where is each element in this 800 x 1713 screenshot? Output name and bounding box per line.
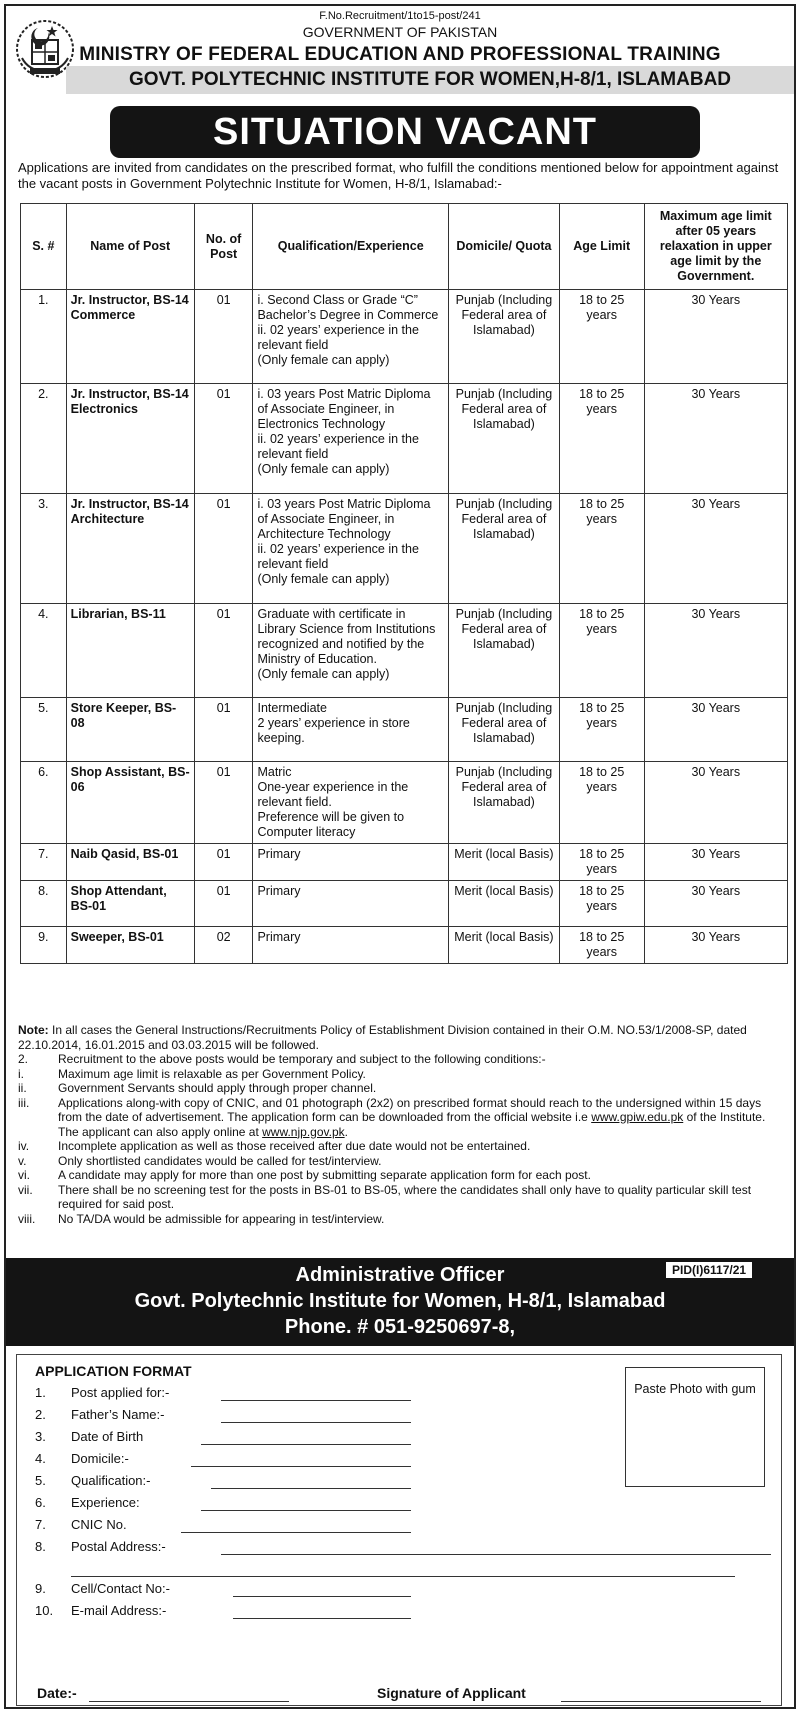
advertisement-page xyxy=(4,4,796,1709)
form-field[interactable] xyxy=(35,1603,775,1621)
date-line xyxy=(89,1701,289,1702)
cell-post-name: Sweeper, BS-01 xyxy=(66,927,194,964)
condition-item xyxy=(18,1154,788,1169)
condition-text: Only shortlisted candidates would be called for test/interview. xyxy=(58,1153,382,1168)
cell-max-age: 30 Years xyxy=(644,881,787,927)
cell-no-of-post: 01 xyxy=(194,881,253,927)
cell-age-limit: 18 to 25 years xyxy=(559,698,644,762)
form-title: APPLICATION FORMAT xyxy=(35,1363,192,1379)
cell-domicile: Merit (local Basis) xyxy=(449,844,560,881)
table-row xyxy=(21,604,788,698)
date-field[interactable] xyxy=(37,1685,77,1701)
field-input-line xyxy=(233,1596,411,1597)
cell-domicile: Punjab (Including Federal area of Islamabad) xyxy=(449,290,560,384)
field-number: 5. xyxy=(35,1473,46,1488)
cell-no-of-post: 01 xyxy=(194,844,253,881)
condition-number: vi. xyxy=(18,1168,30,1182)
column-header-sn: S. # xyxy=(21,204,67,290)
field-input-line xyxy=(233,1618,411,1619)
form-field[interactable] xyxy=(35,1451,775,1469)
vacancy-table-body xyxy=(21,290,788,964)
cell-age-limit: 18 to 25 years xyxy=(559,927,644,964)
condition-text: No TA/DA would be admissible for appearing in test/interview. xyxy=(58,1211,385,1226)
cell-domicile: Punjab (Including Federal area of Islamabad) xyxy=(449,384,560,494)
cell-domicile: Merit (local Basis) xyxy=(449,881,560,927)
cell-qualification: i. 03 years Post Matric Diploma of Associate Engineer, in Architecture Technology ii. 02 years’ experience in the relevant field (Only female can apply) xyxy=(253,494,449,604)
cell-post-name: Jr. Instructor, BS-14 Architecture xyxy=(66,494,194,604)
field-input-line xyxy=(201,1510,411,1511)
table-row xyxy=(21,290,788,384)
intro-paragraph: Applications are invited from candidates on the prescribed format, who fulfill the conditions mentioned below for appointment against the vacant posts in Government Polytechnic Institute for Women, H-8/1, Islamabad:- xyxy=(18,160,779,191)
column-header-domicile: Domicile/ Quota xyxy=(449,204,560,290)
cell-serial: 2. xyxy=(21,384,67,494)
field-input-line xyxy=(191,1466,411,1467)
condition-text: Government Servants should apply through proper channel. xyxy=(58,1081,377,1095)
note-text: In all cases the General Instructions/Recruitments Policy of Establishment Division contained in their O.M. NO.53/1/2008-SP, dated 22.10.2014, 16.01.2015 and 03.03.2015 will be followed. xyxy=(18,1023,747,1052)
table-row xyxy=(21,844,788,881)
cell-age-limit: 18 to 25 years xyxy=(559,494,644,604)
officer-phone: Phone. # 051-9250697-8, xyxy=(284,1316,516,1338)
pid-number: PID(I)6117/21 xyxy=(666,1262,752,1278)
condition-number: i. xyxy=(18,1066,24,1081)
cell-no-of-post: 01 xyxy=(194,290,253,384)
condition-number: iv. xyxy=(18,1139,30,1153)
condition-text: There shall be no screening test for the posts in BS-01 to BS-05, where the candidates shall only have to quality particular skill test required for said post. xyxy=(58,1182,752,1211)
table-row xyxy=(21,881,788,927)
condition-text-part: . xyxy=(344,1124,348,1139)
field-label: Cell/Contact No:- xyxy=(71,1581,170,1596)
field-number: 2. xyxy=(35,1407,46,1422)
field-label: Date of Birth xyxy=(71,1429,144,1444)
field-input-line xyxy=(201,1444,411,1445)
header xyxy=(6,6,794,90)
field-number: 1. xyxy=(35,1385,46,1400)
cell-post-name: Naib Qasid, BS-01 xyxy=(66,844,194,881)
field-label: Qualification:- xyxy=(71,1473,151,1488)
field-input-line xyxy=(211,1488,411,1489)
application-format-form xyxy=(16,1354,782,1706)
field-label: Post applied for:- xyxy=(71,1385,170,1400)
table-header-row xyxy=(21,204,788,290)
field-number: 3. xyxy=(35,1429,46,1444)
cell-serial: 3. xyxy=(21,494,67,604)
condition-text xyxy=(58,1096,788,1140)
signature-field[interactable] xyxy=(377,1685,526,1701)
form-field[interactable] xyxy=(35,1407,775,1425)
condition-item xyxy=(18,1067,788,1082)
cell-max-age: 30 Years xyxy=(644,384,787,494)
cell-max-age: 30 Years xyxy=(644,494,787,604)
condition-number: v. xyxy=(18,1153,27,1168)
page-title: SITUATION VACANT xyxy=(110,106,700,158)
cell-qualification: Graduate with certificate in Library Science from Institutions recognized and notified by the Ministry of Education. (Only female can apply) xyxy=(253,604,449,698)
signature-line xyxy=(561,1701,761,1702)
cell-age-limit: 18 to 25 years xyxy=(559,290,644,384)
condition-item xyxy=(18,1212,788,1227)
date-label: Date:- xyxy=(37,1685,77,1701)
website-link[interactable]: www.gpiw.edu.pk xyxy=(591,1110,684,1124)
cell-post-name: Jr. Instructor, BS-14 Electronics xyxy=(66,384,194,494)
cell-qualification: Intermediate 2 years’ experience in store keeping. xyxy=(253,698,449,762)
condition-text: Incomplete application as well as those received after due date would not be entertained. xyxy=(58,1139,531,1153)
cell-qualification: i. Second Class or Grade “C” Bachelor’s Degree in Commerce ii. 02 years’ experience in the relevant field (Only female can apply) xyxy=(253,290,449,384)
field-number: 7. xyxy=(35,1517,46,1532)
field-number: 4. xyxy=(35,1451,46,1466)
column-header-qualification: Qualification/Experience xyxy=(253,204,449,290)
government-heading: GOVERNMENT OF PAKISTAN xyxy=(302,24,498,40)
column-header-no-of-post: No. of Post xyxy=(194,204,253,290)
field-input-line xyxy=(221,1422,411,1423)
cell-no-of-post: 01 xyxy=(194,494,253,604)
cell-post-name: Shop Attendant, BS-01 xyxy=(66,881,194,927)
photo-box: Paste Photo with gum xyxy=(625,1367,765,1487)
condition-item xyxy=(18,1096,788,1140)
signature-label: Signature of Applicant xyxy=(377,1685,526,1701)
condition-item xyxy=(18,1183,788,1212)
form-field[interactable] xyxy=(35,1517,775,1535)
institute-heading: GOVT. POLYTECHNIC INSTITUTE FOR WOMEN,H-8/1, ISLAMABAD xyxy=(66,66,794,94)
cell-qualification: Matric One-year experience in the relevant field. Preference will be given to Computer literacy xyxy=(253,762,449,844)
field-input-line xyxy=(71,1576,735,1577)
field-label: Experience: xyxy=(71,1495,140,1510)
cell-serial: 5. xyxy=(21,698,67,762)
field-label: Domicile:- xyxy=(71,1451,129,1466)
cell-post-name: Shop Assistant, BS-06 xyxy=(66,762,194,844)
cell-max-age: 30 Years xyxy=(644,604,787,698)
cell-age-limit: 18 to 25 years xyxy=(559,604,644,698)
condition-item xyxy=(18,1139,788,1154)
field-number: 6. xyxy=(35,1495,46,1510)
cell-serial: 7. xyxy=(21,844,67,881)
officer-title: Administrative Officer xyxy=(295,1264,505,1286)
field-number: 10. xyxy=(35,1603,54,1618)
cell-post-name: Jr. Instructor, BS-14 Commerce xyxy=(66,290,194,384)
ministry-heading: MINISTRY OF FEDERAL EDUCATION AND PROFESSIONAL TRAINING xyxy=(79,44,721,65)
cell-no-of-post: 01 xyxy=(194,762,253,844)
cell-domicile: Punjab (Including Federal area of Islamabad) xyxy=(449,762,560,844)
cell-qualification: Primary xyxy=(253,844,449,881)
form-field[interactable] xyxy=(35,1473,775,1491)
cell-domicile: Punjab (Including Federal area of Islamabad) xyxy=(449,698,560,762)
field-input-line xyxy=(221,1554,771,1555)
field-label: CNIC No. xyxy=(71,1517,127,1532)
cell-qualification: Primary xyxy=(253,927,449,964)
cell-age-limit: 18 to 25 years xyxy=(559,844,644,881)
table-row xyxy=(21,384,788,494)
form-field[interactable] xyxy=(35,1429,775,1447)
cell-serial: 9. xyxy=(21,927,67,964)
column-header-age-limit: Age Limit xyxy=(559,204,644,290)
condition-number: viii. xyxy=(18,1211,36,1226)
field-input-line xyxy=(221,1400,411,1401)
cell-max-age: 30 Years xyxy=(644,762,787,844)
cell-max-age: 30 Years xyxy=(644,698,787,762)
column-header-post: Name of Post xyxy=(66,204,194,290)
notes-section xyxy=(18,1023,788,1226)
cell-no-of-post: 01 xyxy=(194,604,253,698)
table-row xyxy=(21,762,788,844)
column-header-max-age: Maximum age limit after 05 years relaxation in upper age limit by the Government. xyxy=(644,204,787,290)
cell-age-limit: 18 to 25 years xyxy=(559,881,644,927)
condition-item xyxy=(18,1081,788,1096)
form-field[interactable] xyxy=(35,1581,775,1599)
note-label: Note: xyxy=(18,1023,49,1037)
officer-institute: Govt. Polytechnic Institute for Women, H-8/1, Islamabad xyxy=(134,1290,666,1312)
form-field[interactable] xyxy=(35,1495,775,1513)
table-row xyxy=(21,698,788,762)
cell-age-limit: 18 to 25 years xyxy=(559,384,644,494)
cell-qualification: i. 03 years Post Matric Diploma of Associate Engineer, in Electronics Technology ii. 02 years’ experience in the relevant field (Only female can apply) xyxy=(253,384,449,494)
cell-serial: 4. xyxy=(21,604,67,698)
cell-max-age: 30 Years xyxy=(644,844,787,881)
condition-number: ii. xyxy=(18,1081,27,1095)
general-note xyxy=(18,1023,788,1052)
field-label: Father’s Name:- xyxy=(71,1407,165,1422)
cell-post-name: Store Keeper, BS-08 xyxy=(66,698,194,762)
cell-no-of-post: 02 xyxy=(194,927,253,964)
cell-no-of-post: 01 xyxy=(194,384,253,494)
cell-age-limit: 18 to 25 years xyxy=(559,762,644,844)
cell-max-age: 30 Years xyxy=(644,927,787,964)
condition-number: 2. xyxy=(18,1052,29,1066)
condition-number: iii. xyxy=(18,1095,30,1110)
condition-text: Maximum age limit is relaxable as per Government Policy. xyxy=(58,1066,366,1081)
condition-text: A candidate may apply for more than one post by submitting separate application form for each post. xyxy=(58,1168,591,1182)
cell-no-of-post: 01 xyxy=(194,698,253,762)
form-field[interactable] xyxy=(35,1539,775,1557)
vacancy-table xyxy=(20,203,788,964)
online-apply-link[interactable]: www.njp.gov.pk xyxy=(262,1124,345,1139)
cell-domicile: Punjab (Including Federal area of Islamabad) xyxy=(449,494,560,604)
cell-serial: 1. xyxy=(21,290,67,384)
condition-list xyxy=(18,1052,788,1226)
form-field[interactable] xyxy=(35,1385,775,1403)
table-row xyxy=(21,494,788,604)
field-label: Postal Address:- xyxy=(71,1539,166,1554)
condition-number: vii. xyxy=(18,1182,33,1197)
table-row xyxy=(21,927,788,964)
cell-max-age: 30 Years xyxy=(644,290,787,384)
condition-text: Recruitment to the above posts would be temporary and subject to the following conditions:- xyxy=(58,1052,546,1066)
condition-item xyxy=(18,1168,788,1183)
field-number: 8. xyxy=(35,1539,46,1554)
cell-post-name: Librarian, BS-11 xyxy=(66,604,194,698)
field-label: E-mail Address:- xyxy=(71,1603,167,1618)
field-number: 9. xyxy=(35,1581,46,1596)
condition-item xyxy=(18,1052,788,1067)
field-input-line xyxy=(181,1532,411,1533)
cell-domicile: Merit (local Basis) xyxy=(449,927,560,964)
condition-text-part: of the Institute. The applicant can also apply online at xyxy=(58,1110,766,1139)
cell-qualification: Primary xyxy=(253,881,449,927)
cell-serial: 8. xyxy=(21,881,67,927)
cell-serial: 6. xyxy=(21,762,67,844)
condition-text-part: Applications along-with copy of CNIC, and 01 photograph (2x2) on prescribed format should reach to the undersigned within 15 days from the date of advertisement. The application form can be downloaded from the official website i.e xyxy=(58,1095,762,1124)
file-number: F.No.Recruitment/1to15-post/241 xyxy=(319,10,481,22)
cell-domicile: Punjab (Including Federal area of Islamabad) xyxy=(449,604,560,698)
